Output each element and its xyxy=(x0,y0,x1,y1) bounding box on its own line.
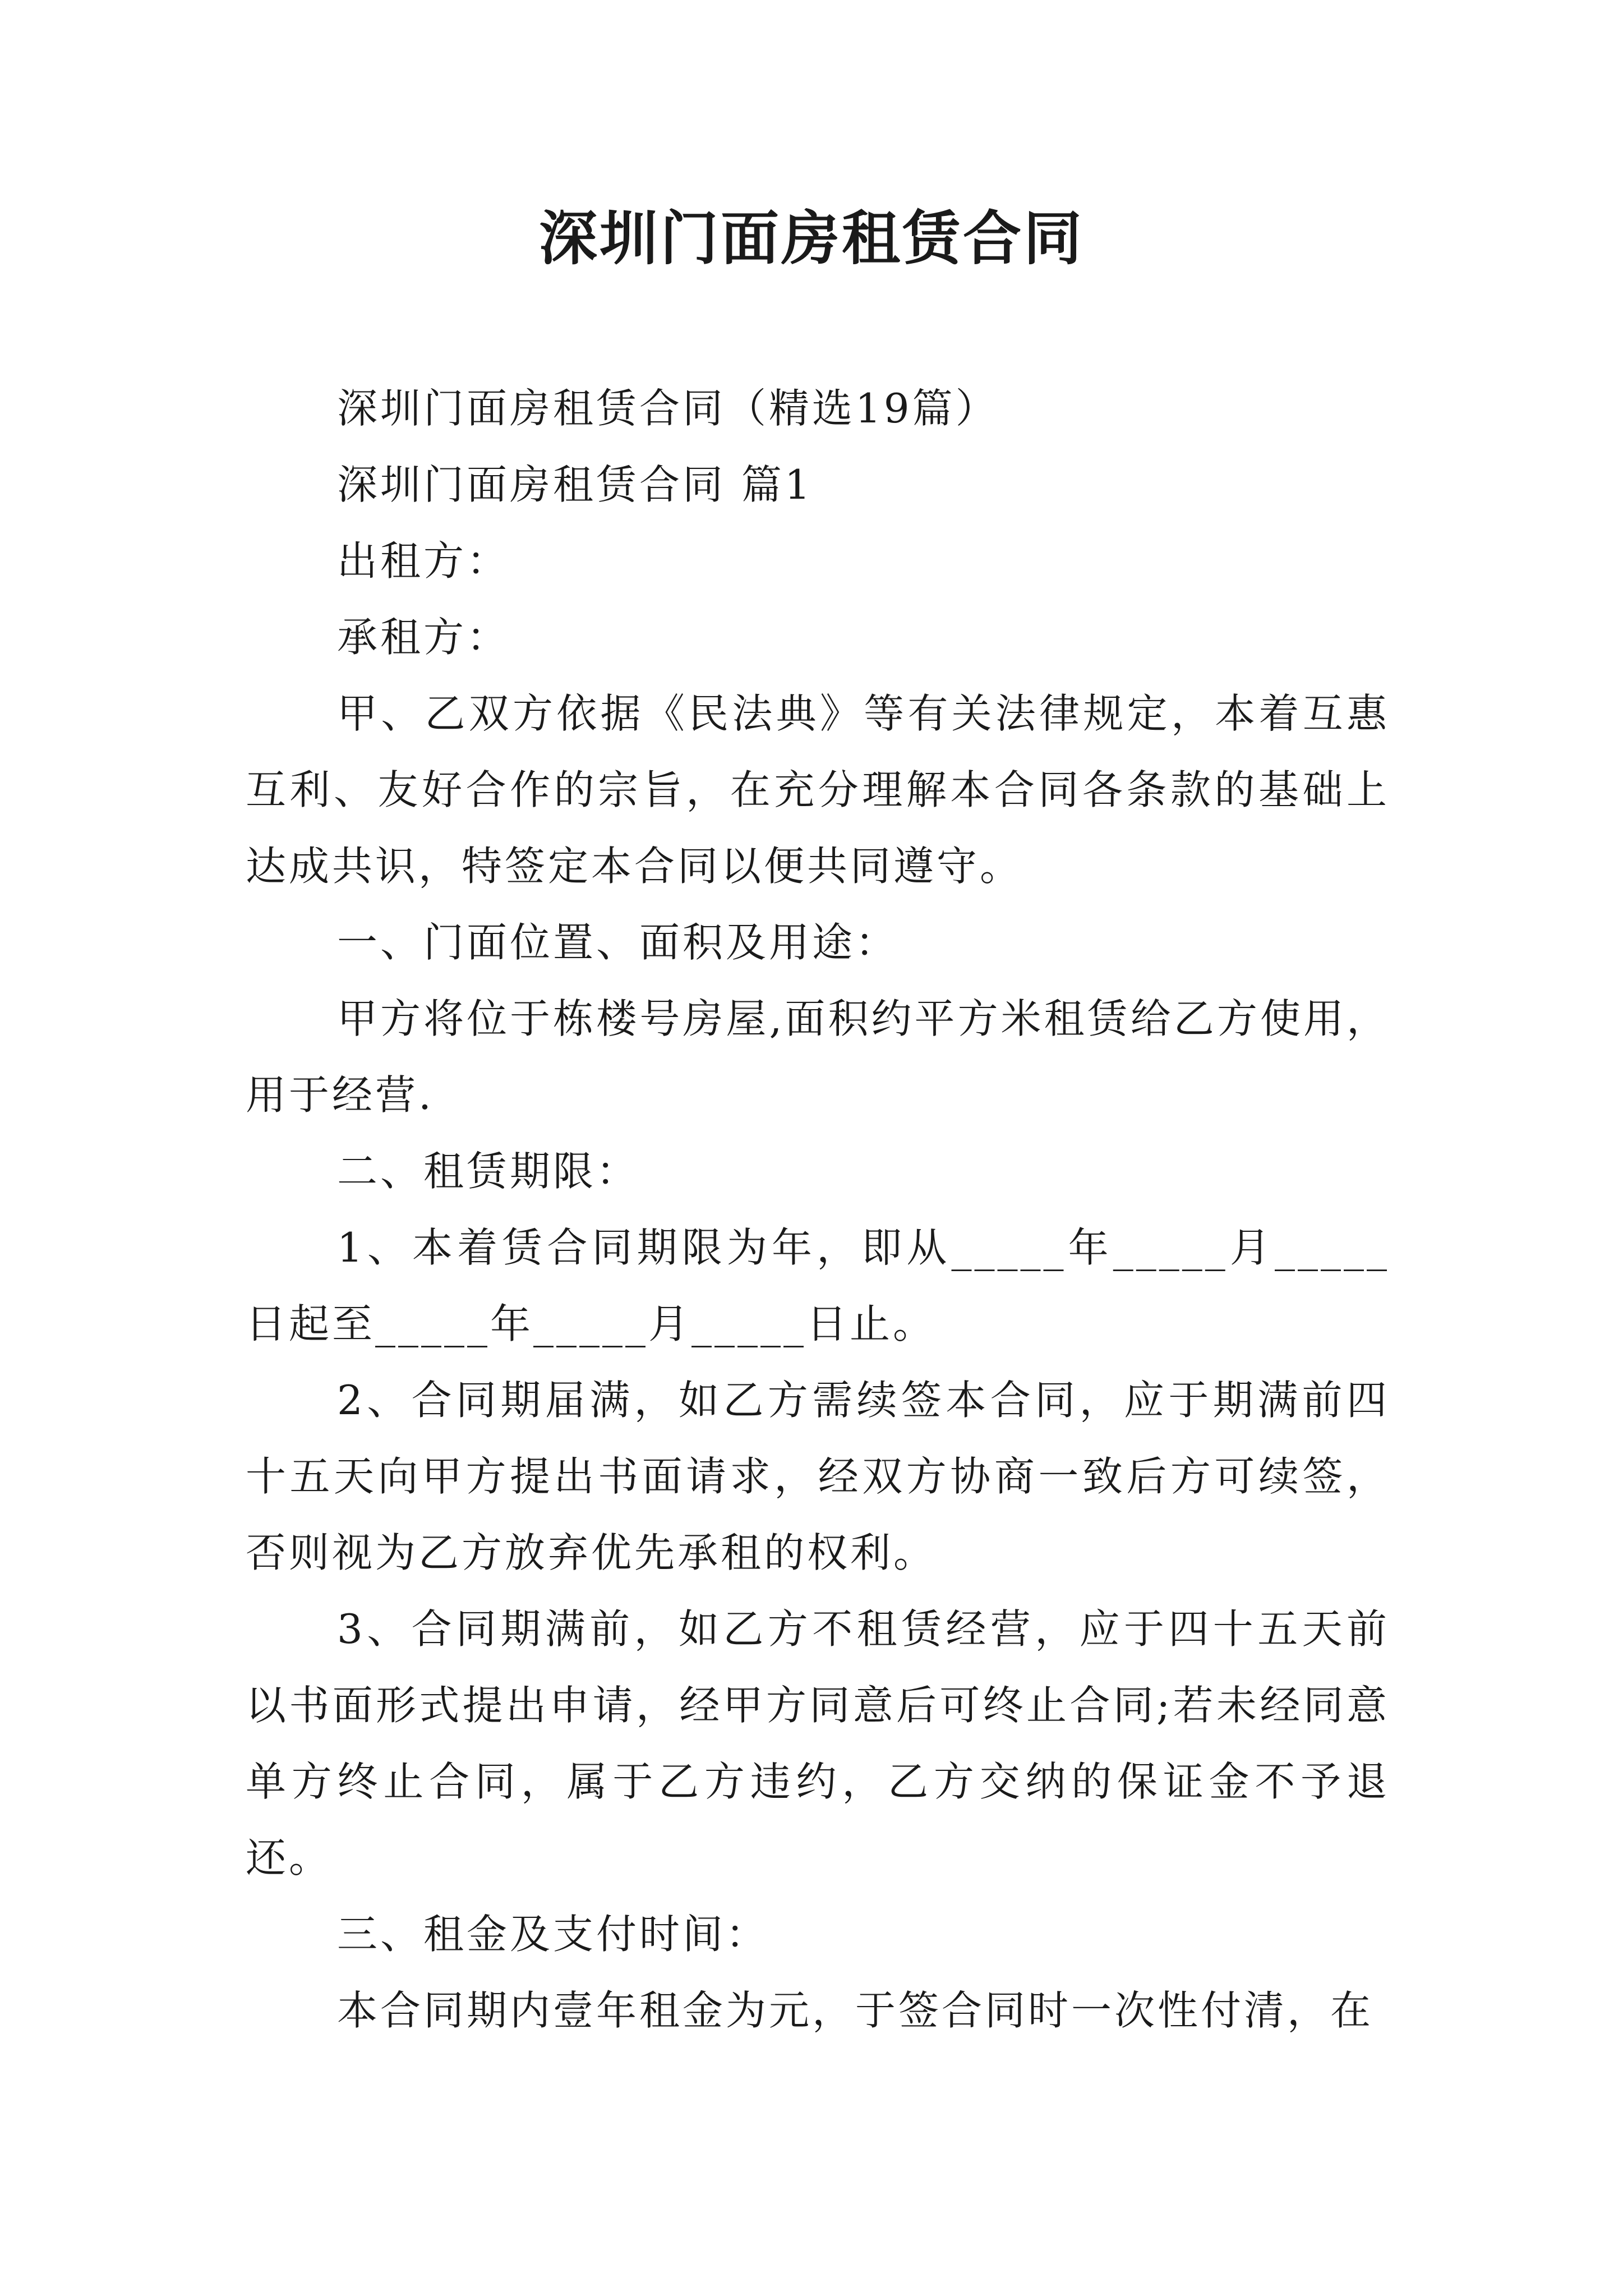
clause-heading-term: 二、租赁期限： xyxy=(337,1148,640,1195)
clause-location-text: 甲方将位于栋楼号房屋,面积约平方米租赁给乙方使用，用于经营. xyxy=(246,995,1390,1119)
lessee-line: 承租方： xyxy=(337,614,510,661)
clause-heading-rent: 三、租金及支付时间： xyxy=(337,1911,769,1958)
subtitle-selection: 深圳门面房租赁合同（精选19篇） xyxy=(337,385,999,432)
preamble-paragraph: 甲、乙双方依据《民法典》等有关法律规定，本着互惠互利、友好合作的宗旨，在充分理解本合同各条款的基础上达成共识，特签定本合同以便共同遵守。 xyxy=(246,690,1390,890)
section-heading-part1: 深圳门面房租赁合同 篇1 xyxy=(337,461,813,508)
clause-term-1: 1、本着赁合同期限为年，即从_____年_____月_____日起至_____年_____月_____日止。 xyxy=(246,1224,1390,1347)
clause-term-3: 3、合同期满前，如乙方不租赁经营，应于四十五天前以书面形式提出申请，经甲方同意后可终止合同;若未经同意单方终止合同，属于乙方违约，乙方交纳的保证金不予退还。 xyxy=(246,1605,1390,1881)
lessor-line: 出租方： xyxy=(337,537,510,585)
clause-rent-text: 本合同期内壹年租金为元，于签合同时一次性付清，在 xyxy=(337,1987,1374,2034)
clause-term-2: 2、合同期届满，如乙方需续签本合同，应于期满前四十五天向甲方提出书面请求，经双方协商一致后方可续签，否则视为乙方放弃优先承租的权利。 xyxy=(246,1377,1390,1576)
document-title: 深圳门面房租赁合同 xyxy=(538,204,1084,273)
clause-heading-location: 一、门面位置、面积及用途： xyxy=(337,919,899,966)
document-body xyxy=(246,370,1390,2049)
